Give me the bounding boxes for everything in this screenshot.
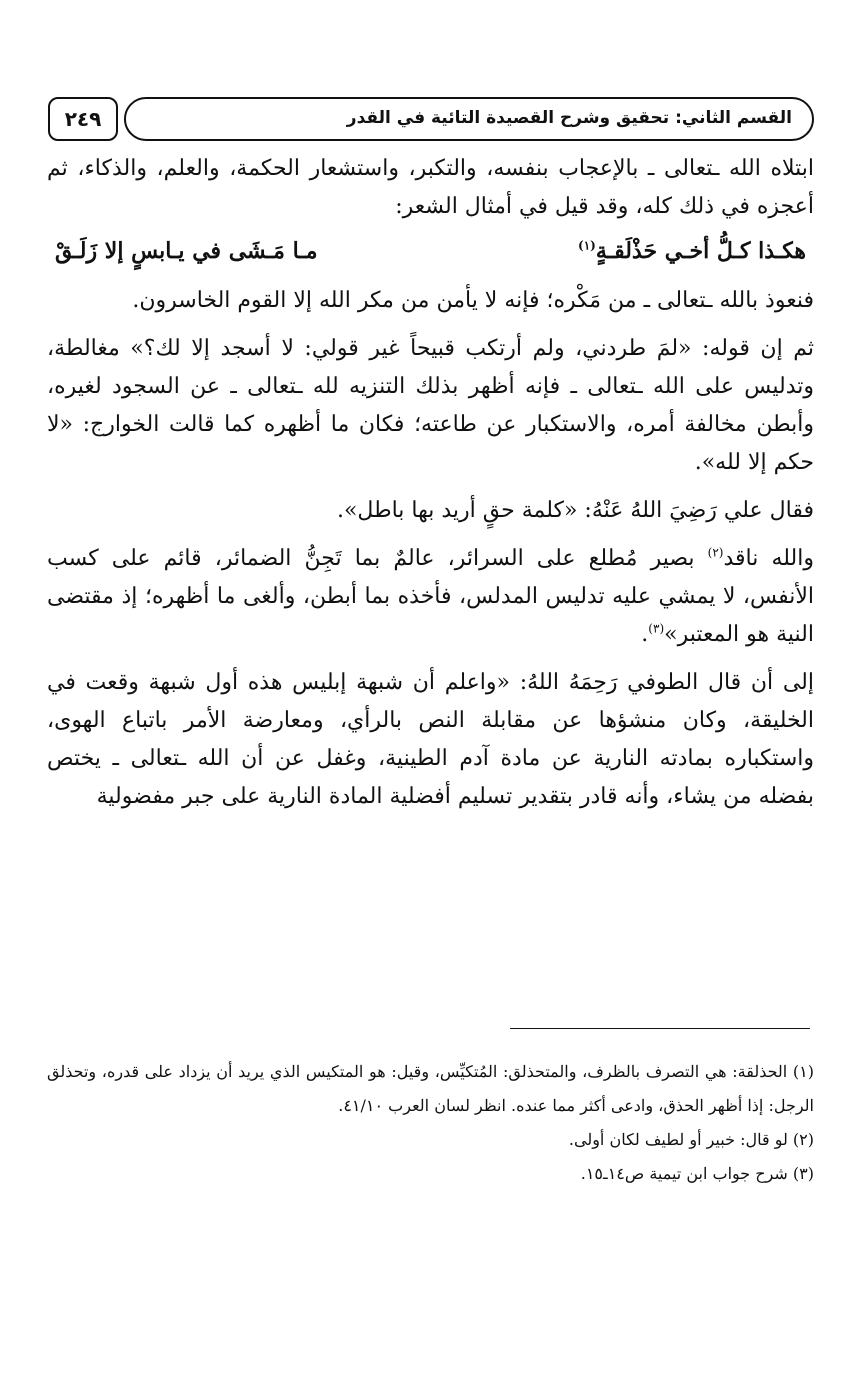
- footnote-ref-3: (٣): [648, 621, 665, 636]
- footnotes: [47, 1055, 814, 1191]
- footnote-1: (١) الحذلقة: هي التصرف بالظرف، والمتحذلق: المُتكيِّس، وقيل: هو المتكيس الذي يريد أن يزداد على قدره، وتحذلق الرجل: إذا أظهر الحذق، وادعى أكثر مما عنده. انظر لسان العرب ٤١/١٠.: [47, 1062, 814, 1115]
- running-header-title: القسم الثاني: تحقيق وشرح القصيدة التائية في القدر: [346, 108, 792, 128]
- verse-second-hemistich: مـا مَـشَى في يـابسٍ إلا زَلَـقْ: [55, 238, 318, 264]
- paragraph-6: إلى أن قال الطوفي رَحِمَهُ اللهُ: «واعلم أن شبهة إبليس هذه أول شبهة وقعت في الخليقة، وكان منشؤها عن مقابلة النص بالرأي، ومعارضة الأمر باتباع الهوى، واستكباره بمادته النارية عن مادة آدم الطينية، وغفل عن أن الله ـتعالى ـ يختص بفضله من يشاء، وأنه قادر بتقدير تسليم أفضلية المادة النارية على جبر مفضولية: [47, 670, 814, 809]
- main-text: [47, 150, 814, 816]
- paragraph-5: والله ناقد$^{(٢)}$ بصير مُطلع على السرائر، عالمٌ بما تَجِنُّ الضمائر، قائم على كسب الأنفس، لا يمشي عليه تدليس المدلس، فأخذه بما أبطن، وألغى ما أظهره؛ إذ مقتضى النية هو المعتبر»$^{(٣)}$.: [47, 545, 814, 647]
- footnote-ref-2: (٢): [707, 545, 724, 560]
- footnote-ref-1: (١): [578, 238, 596, 253]
- poetry-verse: [47, 232, 814, 270]
- footnote-3: (٣) شرح جواب ابن تيمية ص١٤ـ١٥.: [580, 1164, 814, 1183]
- paragraph-2: فنعوذ بالله ـتعالى ـ من مَكْره؛ فإنه لا يأمن من مكر الله إلا القوم الخاسرون.: [132, 288, 814, 313]
- paragraph-3: ثم إن قوله: «لمَ طردني، ولم أرتكب قبيحاً غير قولي: لا أسجد إلا لك؟» مغالطة، وتدليس على الله ـتعالى ـ فإنه أظهر بذلك التنزيه لله ـتعالى ـ عن السجود لغيره، وأبطن مخالفة أمره، والاستكبار عن طاعته؛ فكان ما أظهره كما قالت الخوارج: «لا حكم إلا لله».: [47, 336, 814, 475]
- verse-first-hemistich: هكـذا كـلُّ أخـي حَذْلَقـةٍ$^{(١)}$: [578, 238, 806, 264]
- paragraph-1: ابتلاه الله ـتعالى ـ بالإعجاب بنفسه، والتكبر، واستشعار الحكمة، والعلم، والذكاء، ثم أعجزه في ذلك كله، وقد قيل في أمثال الشعر:: [47, 156, 814, 219]
- page-number-box: [48, 97, 118, 141]
- running-header: [124, 97, 814, 141]
- paragraph-4: فقال علي رَضِيَ اللهُ عَنْهُ: «كلمة حقٍ أريد بها باطل».: [336, 498, 814, 523]
- footnote-2: (٢) لو قال: خبير أو لطيف لكان أولى.: [568, 1130, 814, 1149]
- page-number: ٢٤٩: [64, 107, 102, 131]
- footnote-separator: [510, 1028, 810, 1029]
